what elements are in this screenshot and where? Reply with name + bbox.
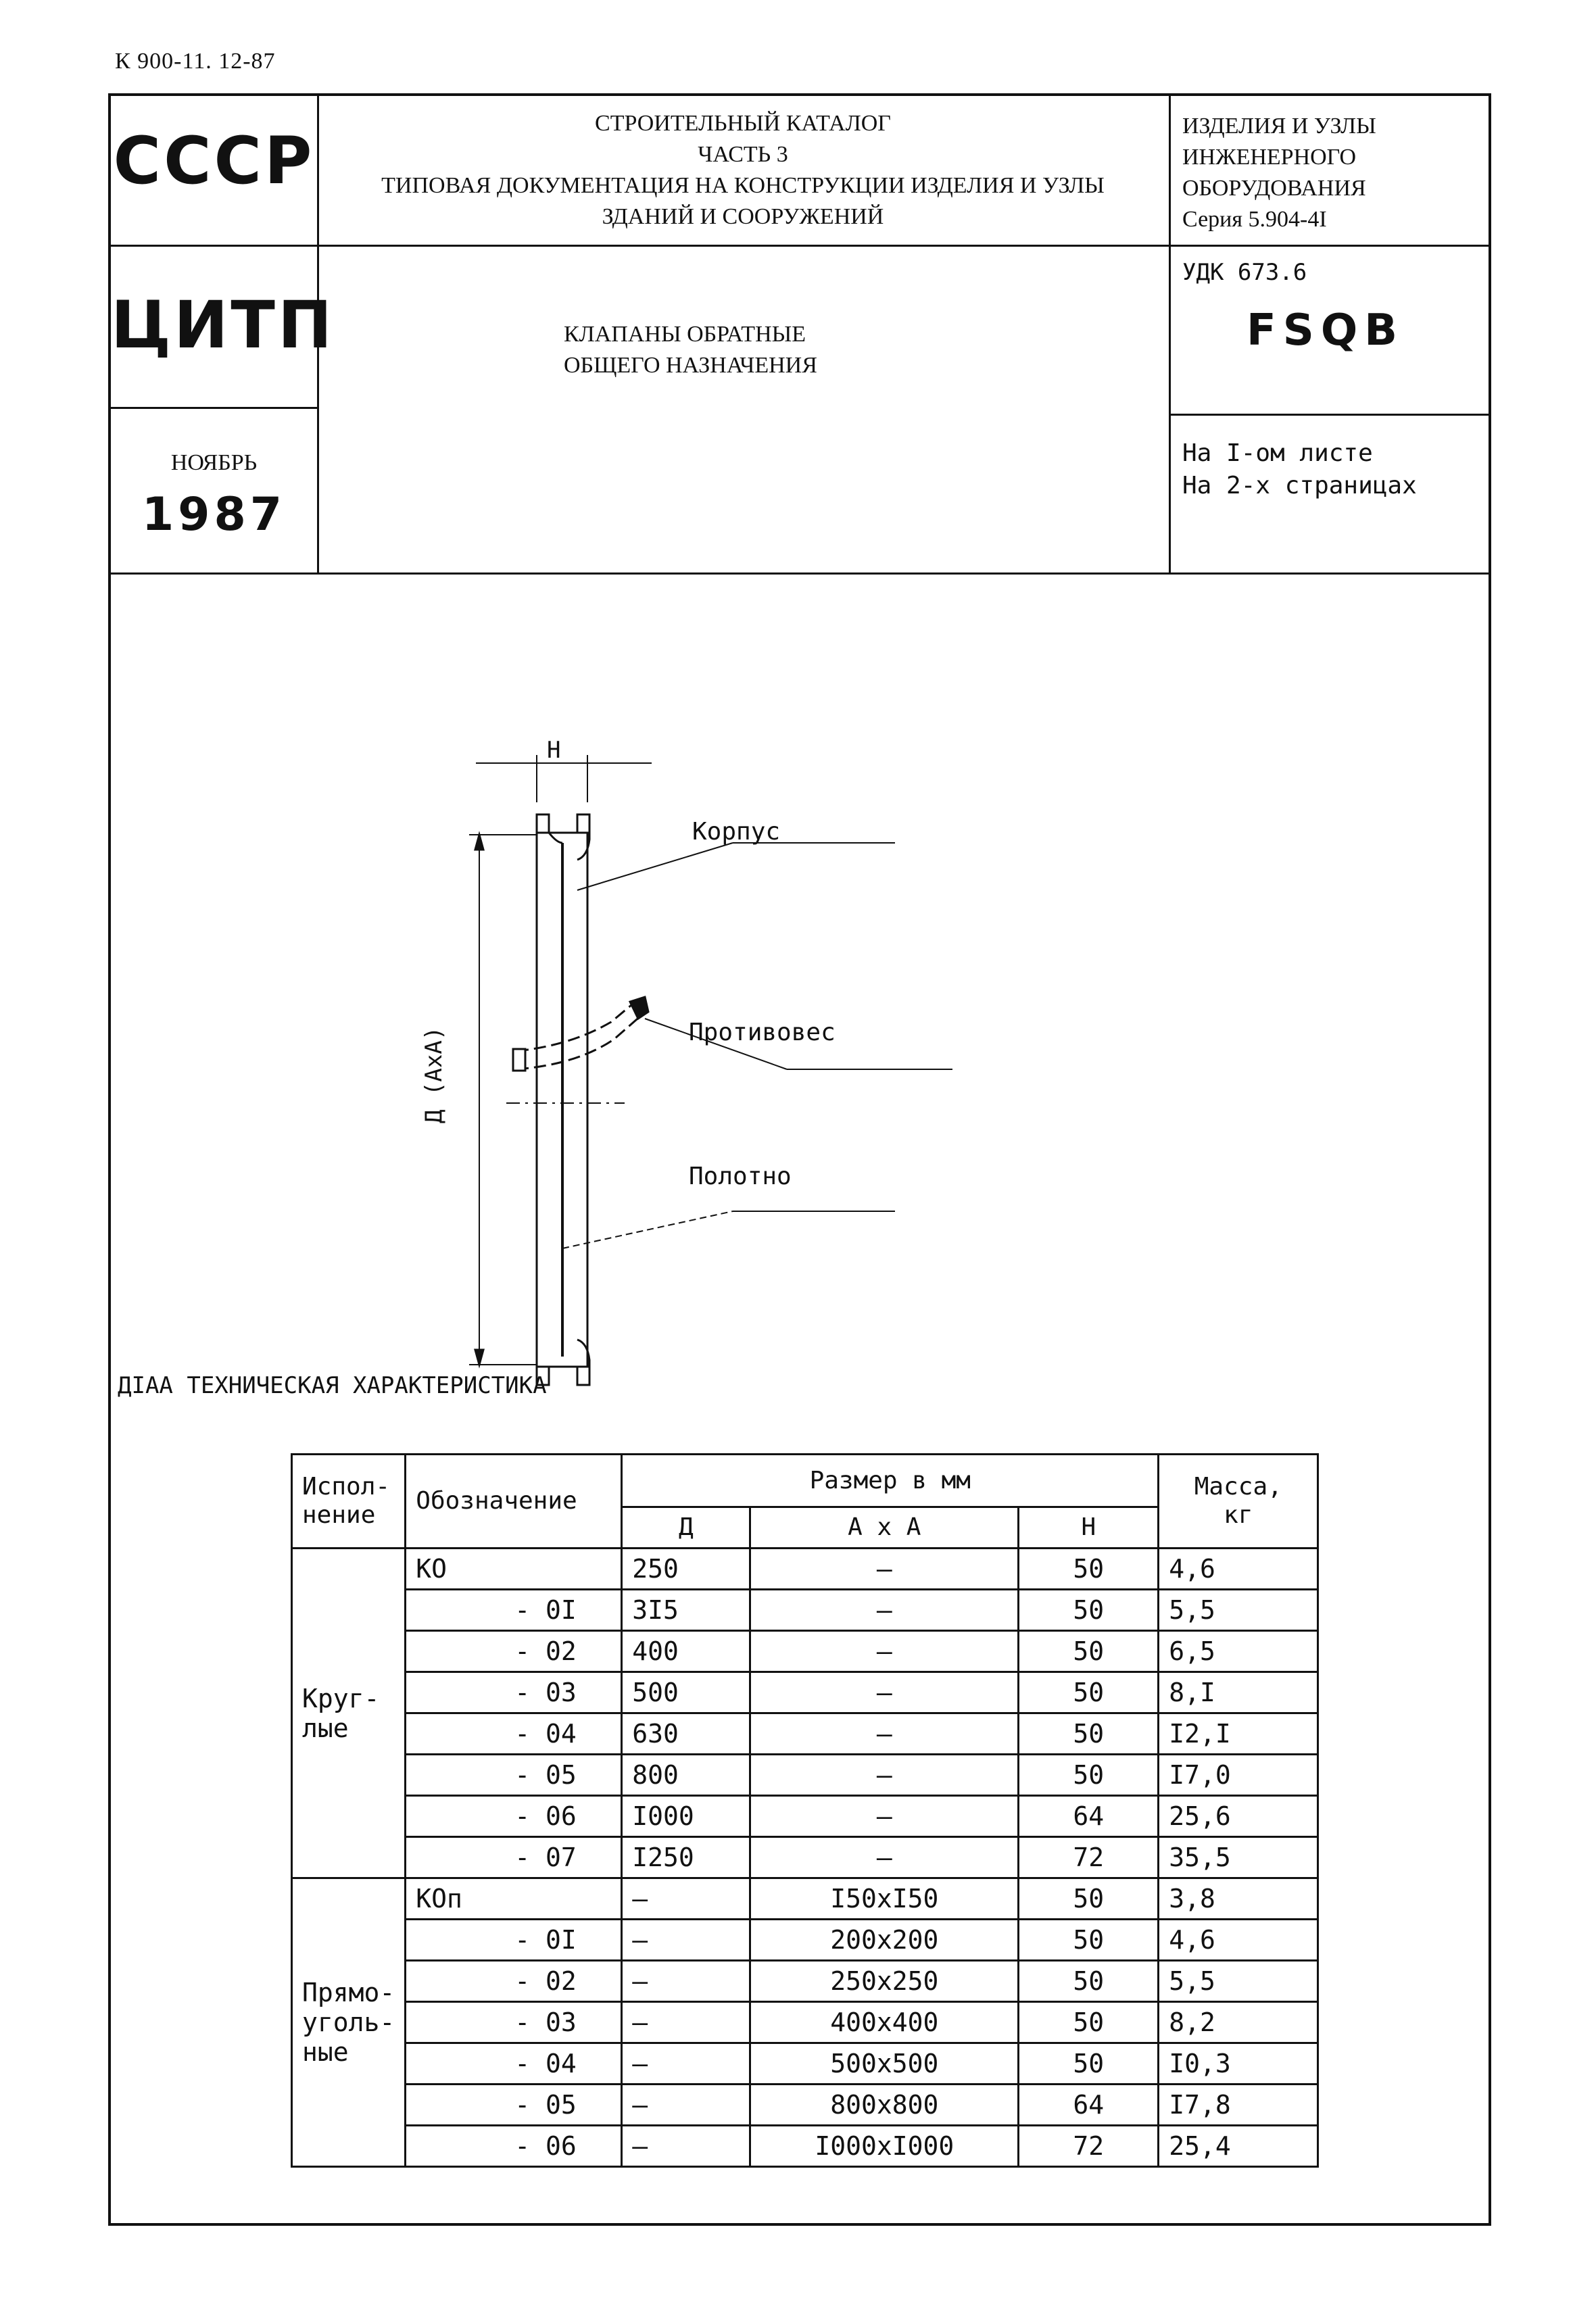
section-heading: ДIАА ТЕХНИЧЕСКАЯ ХАРАКТЕРИСТИКА xyxy=(118,1372,547,1399)
tech-table xyxy=(291,1453,1319,2168)
header-h: Н xyxy=(1019,1507,1159,1549)
row-d: 3I5 xyxy=(622,1590,750,1631)
row-designation: КОп xyxy=(406,1878,622,1920)
row-mass: I7,8 xyxy=(1159,2085,1318,2126)
header-divider xyxy=(1169,96,1171,572)
header-divider xyxy=(111,245,1490,247)
row-designation: - 06 xyxy=(406,1796,622,1837)
table-row xyxy=(292,1755,1318,1796)
row-designation: - 0I xyxy=(406,1920,622,1961)
row-d: 630 xyxy=(622,1713,750,1755)
udk-code: УДК 673.6 xyxy=(1182,259,1307,286)
row-axa: – xyxy=(750,1590,1019,1631)
row-mass: 8,I xyxy=(1159,1672,1318,1713)
row-axa: 800х800 xyxy=(750,2085,1019,2126)
row-designation: - 04 xyxy=(406,2043,622,2085)
dim-h-label: Н xyxy=(547,737,561,764)
row-d: – xyxy=(622,2085,750,2126)
row-h: 50 xyxy=(1019,1713,1159,1755)
doc-key-code: FSQB xyxy=(1247,306,1404,356)
section-title: ИЗДЕЛИЯ И УЗЛЫ ИНЖЕНЕРНОГО ОБОРУДОВАНИЯ Серия 5.904-4I xyxy=(1182,114,1376,232)
row-mass: 4,6 xyxy=(1159,1920,1318,1961)
top-flange xyxy=(549,833,562,843)
row-type: Прямо- уголь- ные xyxy=(292,1878,406,2167)
row-h: 50 xyxy=(1019,1549,1159,1590)
sheet-count: На I-ом листе На 2-х страницах xyxy=(1182,439,1417,499)
row-designation: - 05 xyxy=(406,1755,622,1796)
row-axa: – xyxy=(750,1549,1019,1590)
row-mass: I0,3 xyxy=(1159,2043,1318,2085)
header-divider xyxy=(111,407,317,409)
row-mass: I7,0 xyxy=(1159,1755,1318,1796)
org-citp: ЦИТП xyxy=(111,287,335,363)
org-ussr: СССР xyxy=(113,123,315,199)
table-row xyxy=(292,1920,1318,1961)
label-blade: Полотно xyxy=(689,1163,792,1190)
header-type: Испол- нение xyxy=(292,1455,406,1549)
row-d: 500 xyxy=(622,1672,750,1713)
document-code: К 900-11. 12-87 xyxy=(115,49,276,74)
table-row xyxy=(292,1590,1318,1631)
label-body: Корпус xyxy=(692,818,781,846)
dim-arrow xyxy=(475,1350,483,1365)
row-mass: 25,4 xyxy=(1159,2126,1318,2167)
row-mass: 3,8 xyxy=(1159,1878,1318,1920)
row-h: 50 xyxy=(1019,1631,1159,1672)
row-designation: - 02 xyxy=(406,1961,622,2002)
row-h: 50 xyxy=(1019,1961,1159,2002)
table-row xyxy=(292,1961,1318,2002)
row-d: – xyxy=(622,1920,750,1961)
row-designation: - 07 xyxy=(406,1837,622,1878)
table-row xyxy=(292,1878,1318,1920)
dim-arrow xyxy=(475,835,483,850)
valve-drawing xyxy=(111,572,1490,1451)
row-axa: – xyxy=(750,1755,1019,1796)
issue-month: НОЯБРЬ xyxy=(170,450,258,475)
row-d: – xyxy=(622,1878,750,1920)
row-h: 72 xyxy=(1019,2126,1159,2167)
row-axa: 400х400 xyxy=(750,2002,1019,2043)
row-axa: – xyxy=(750,1713,1019,1755)
header-designation: Обозначение xyxy=(406,1455,622,1549)
row-h: 50 xyxy=(1019,1590,1159,1631)
row-axa: – xyxy=(750,1837,1019,1878)
counterweight-pivot xyxy=(630,997,648,1019)
row-axa: – xyxy=(750,1672,1019,1713)
row-d: 800 xyxy=(622,1755,750,1796)
product-title: КЛАПАНЫ ОБРАТНЫЕ ОБЩЕГО НАЗНАЧЕНИЯ xyxy=(564,322,817,378)
row-axa: 500х500 xyxy=(750,2043,1019,2085)
row-d: 400 xyxy=(622,1631,750,1672)
row-designation: - 06 xyxy=(406,2126,622,2167)
row-mass: 5,5 xyxy=(1159,1590,1318,1631)
header-axa: А х А xyxy=(750,1507,1019,1549)
row-designation: - 02 xyxy=(406,1631,622,1672)
row-designation: - 05 xyxy=(406,2085,622,2126)
row-mass: I2,I xyxy=(1159,1713,1318,1755)
row-h: 50 xyxy=(1019,1878,1159,1920)
row-designation: КО xyxy=(406,1549,622,1590)
table-row xyxy=(292,1796,1318,1837)
leader-body xyxy=(577,843,733,890)
row-d: – xyxy=(622,2002,750,2043)
row-mass: 35,5 xyxy=(1159,1837,1318,1878)
table-row xyxy=(292,2043,1318,2085)
row-designation: - 04 xyxy=(406,1713,622,1755)
header-d: Д xyxy=(622,1507,750,1549)
row-mass: 4,6 xyxy=(1159,1549,1318,1590)
counterweight-lever xyxy=(516,1005,642,1069)
table-row xyxy=(292,2002,1318,2043)
table-row xyxy=(292,1549,1318,1590)
row-d: – xyxy=(622,2126,750,2167)
row-d: – xyxy=(622,2043,750,2085)
row-h: 50 xyxy=(1019,1672,1159,1713)
row-axa: 250х250 xyxy=(750,1961,1019,2002)
issue-year: 1987 xyxy=(141,488,287,541)
row-axa: – xyxy=(750,1796,1019,1837)
row-axa: I000хI000 xyxy=(750,2126,1019,2167)
table-row xyxy=(292,2126,1318,2167)
table-row xyxy=(292,1713,1318,1755)
catalog-title: СТРОИТЕЛЬНЫЙ КАТАЛОГ ЧАСТЬ 3 ТИПОВАЯ ДОКУМЕНТАЦИЯ НА КОНСТРУКЦИИ ИЗДЕЛИЯ И УЗЛЫ ЗДАНИЙ И СООРУЖЕНИЙ xyxy=(381,111,1105,229)
row-d: I000 xyxy=(622,1796,750,1837)
row-designation: - 0I xyxy=(406,1590,622,1631)
row-d: I250 xyxy=(622,1837,750,1878)
row-mass: 8,2 xyxy=(1159,2002,1318,2043)
row-type: Круг- лые xyxy=(292,1549,406,1878)
row-mass: 5,5 xyxy=(1159,1961,1318,2002)
table-row xyxy=(292,2085,1318,2126)
row-designation: - 03 xyxy=(406,2002,622,2043)
row-h: 50 xyxy=(1019,1755,1159,1796)
table-row xyxy=(292,1672,1318,1713)
row-h: 64 xyxy=(1019,1796,1159,1837)
row-h: 72 xyxy=(1019,1837,1159,1878)
header-mass: Масса, кг xyxy=(1159,1455,1318,1549)
table-row xyxy=(292,1837,1318,1878)
row-mass: 25,6 xyxy=(1159,1796,1318,1837)
dim-d-label: Д (АхА) xyxy=(420,1026,448,1123)
row-d: 250 xyxy=(622,1549,750,1590)
row-d: – xyxy=(622,1961,750,2002)
row-axa: – xyxy=(750,1631,1019,1672)
row-h: 64 xyxy=(1019,2085,1159,2126)
header-size: Размер в мм xyxy=(622,1455,1159,1507)
row-axa: I50хI50 xyxy=(750,1878,1019,1920)
row-h: 50 xyxy=(1019,2002,1159,2043)
header-divider xyxy=(1169,414,1490,416)
row-h: 50 xyxy=(1019,2043,1159,2085)
row-h: 50 xyxy=(1019,1920,1159,1961)
row-mass: 6,5 xyxy=(1159,1631,1318,1672)
row-designation: - 03 xyxy=(406,1672,622,1713)
label-counterweight: Противовес xyxy=(689,1019,836,1046)
table-row xyxy=(292,1631,1318,1672)
counterweight xyxy=(513,1049,525,1071)
row-axa: 200х200 xyxy=(750,1920,1019,1961)
